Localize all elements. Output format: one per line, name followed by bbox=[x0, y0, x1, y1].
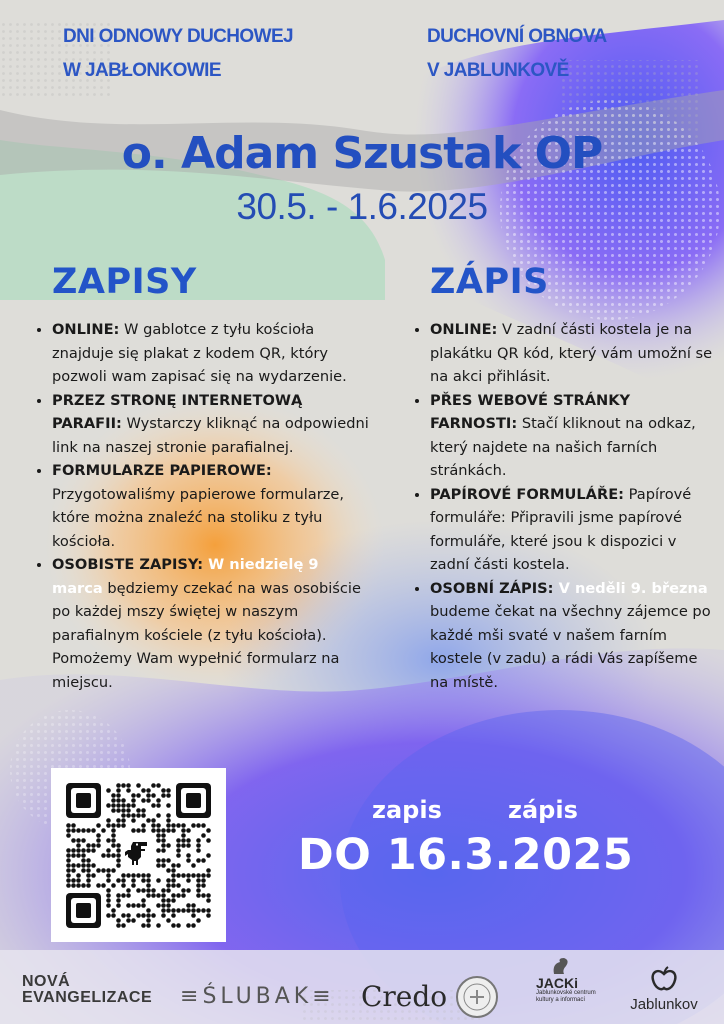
list-item bbox=[52, 318, 370, 389]
list-item bbox=[430, 483, 718, 577]
header-cz-line1: DUCHOVNÍ OBNOVA bbox=[427, 26, 607, 47]
item-highlight: W niedzielę 9 marca bbox=[52, 556, 319, 597]
deadline-date: DO 16.3.2025 bbox=[298, 830, 634, 880]
logo-text: Jablunkovské centrum bbox=[536, 990, 596, 996]
item-text: Stačí kliknout na odkaz, který najdete na našich farních stránkách. bbox=[430, 415, 696, 479]
item-text: W gablotce z tyłu kościoła znajduje się plakat z kodem QR, który pozwoli wam zapisać się na wydarzenie. bbox=[52, 321, 347, 385]
list-item bbox=[52, 459, 370, 553]
list-item bbox=[430, 389, 718, 483]
header-cz bbox=[427, 20, 607, 88]
nova-evangelizace-logo bbox=[22, 974, 152, 1006]
jablunkov-logo bbox=[624, 966, 704, 1013]
header-pl-line1: DNI ODNOWY DUCHOWEJ bbox=[63, 26, 293, 47]
lines-icon: ≡ bbox=[312, 984, 335, 1009]
item-label: OSOBNÍ ZÁPIS: bbox=[430, 579, 554, 597]
logo-text: Jablunkov bbox=[630, 996, 698, 1013]
item-label: FORMULARZE PAPIEROWE: bbox=[52, 462, 272, 479]
item-text: budeme čekat na všechny zájemce po každé mši svaté v našem farním kostele (v zadu) a rádi Vás zapíšeme na místě. bbox=[430, 603, 711, 691]
item-label: PŘES WEBOVÉ STRÁNKY FARNOSTI: bbox=[430, 391, 631, 432]
slubak-logo bbox=[180, 984, 335, 1009]
item-text: będziemy czekać na was osobiście po każdej mszy świętej w naszym parafialnym kościele (z tyłu kościoła). Pomożemy Wam wypełnić formularz na miejscu. bbox=[52, 579, 361, 691]
zapis-label-pl: zapis bbox=[372, 796, 442, 824]
logo-text: ŚLUBAK bbox=[202, 984, 313, 1009]
logo-text: EVANGELIZACE bbox=[22, 989, 153, 1006]
item-label: OSOBISTE ZAPISY: bbox=[52, 556, 204, 573]
qr-code-image bbox=[51, 768, 226, 942]
item-label: PRZEZ STRONĘ INTERNETOWĄ PARAFII: bbox=[52, 391, 303, 432]
item-label: ONLINE: bbox=[430, 321, 498, 338]
item-text: V zadní části kostela je na plakátku QR kód, který vám umožní se na akci přihlásit. bbox=[430, 321, 713, 385]
logo-text: kultury a informací bbox=[536, 997, 586, 1003]
cz-heading: ZÁPIS bbox=[430, 262, 549, 302]
list-item bbox=[52, 389, 370, 460]
page-title: o. Adam Szustak OP bbox=[121, 128, 603, 179]
parish-seal-icon bbox=[456, 976, 498, 1018]
logo-text: NOVÁ bbox=[22, 973, 71, 990]
list-item bbox=[430, 318, 718, 389]
pl-heading: ZAPISY bbox=[52, 262, 197, 302]
lines-icon: ≡ bbox=[180, 984, 203, 1009]
logo-text: JACKi bbox=[536, 975, 579, 991]
header-pl-line2: W JABŁONKOWIE bbox=[63, 60, 221, 81]
pl-list bbox=[34, 318, 370, 694]
zapis-label-cz: zápis bbox=[508, 796, 578, 824]
item-label: ONLINE: bbox=[52, 321, 120, 338]
apple-icon bbox=[649, 966, 679, 992]
header-pl bbox=[63, 20, 293, 88]
item-text: Przygotowaliśmy papierowe formularze, które można znaleźć na stoliku z tyłu kościoła. bbox=[52, 485, 344, 550]
cz-list bbox=[412, 318, 718, 694]
item-highlight: V neděli 9. března bbox=[553, 579, 708, 597]
qr-code[interactable] bbox=[51, 768, 226, 942]
credo-logo: Credo bbox=[361, 980, 448, 1013]
jacki-icon bbox=[550, 956, 572, 976]
item-label: PAPÍROVÉ FORMULÁŘE: bbox=[430, 485, 624, 503]
jacki-logo bbox=[536, 956, 614, 1004]
item-text: Papírové formuláře: Připravili jsme papírové formuláře, které jsou k dispozici v zadní části kostela. bbox=[430, 485, 692, 573]
item-text: Wystarczy kliknąć na odpowiedni link na naszej stronie parafialnej. bbox=[52, 415, 369, 456]
header-cz-line2: V JABLUNKOVĚ bbox=[427, 60, 569, 81]
list-item bbox=[52, 553, 370, 694]
event-date: 30.5. - 1.6.2025 bbox=[236, 186, 488, 227]
list-item bbox=[430, 577, 718, 695]
